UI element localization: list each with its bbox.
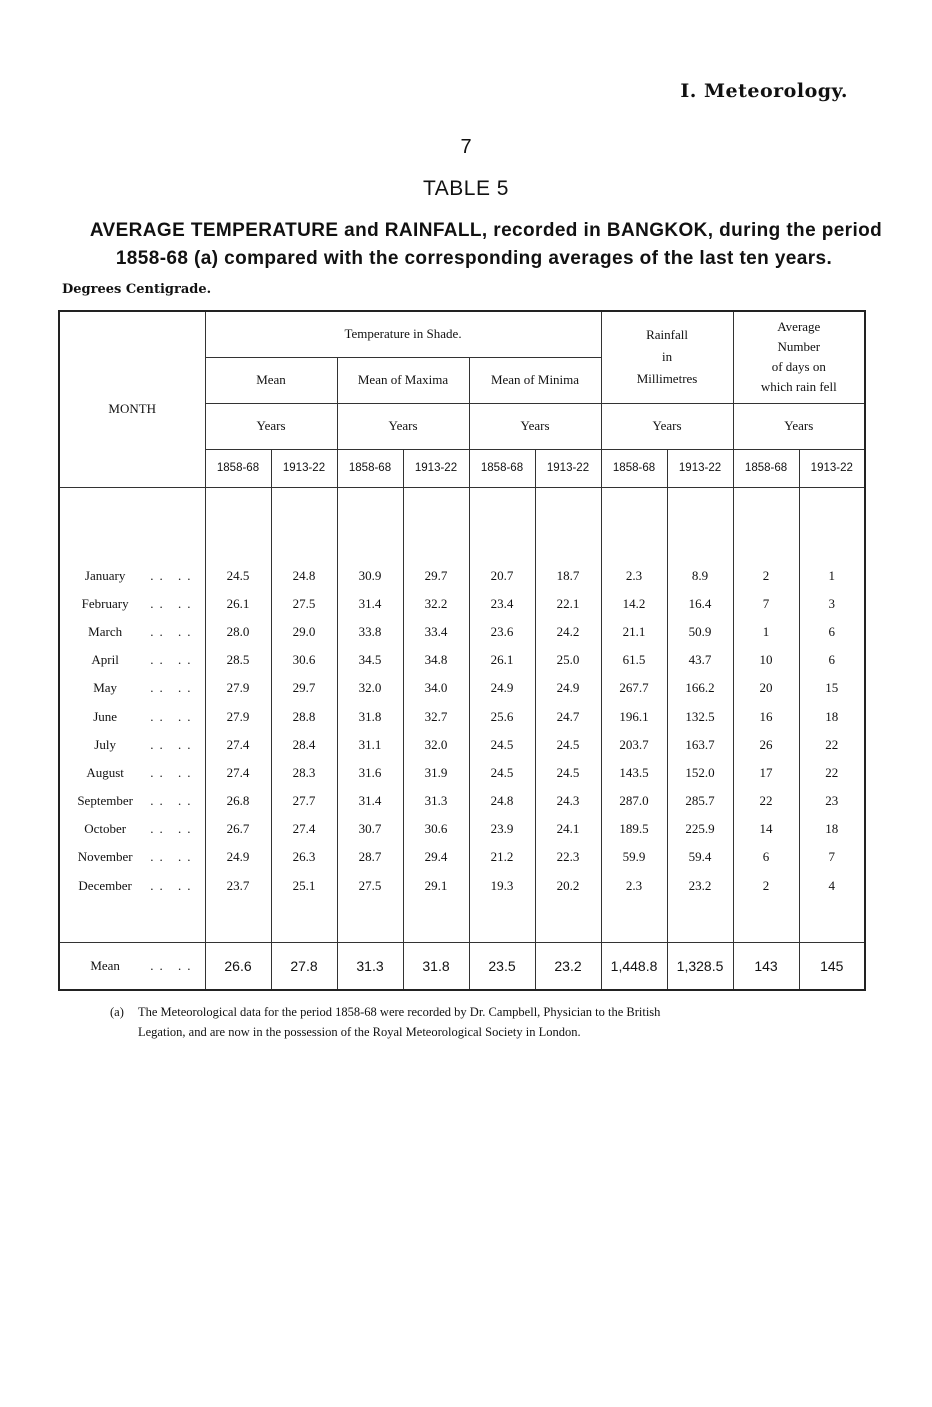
month-label: March xyxy=(88,623,123,639)
mean-label: Mean xyxy=(90,957,120,973)
month-cell xyxy=(59,618,205,646)
value-cell: 31.4 xyxy=(337,590,403,618)
month-label: June xyxy=(93,708,118,724)
value-cell: 10 xyxy=(733,646,799,674)
value-cell: 166.2 xyxy=(667,674,733,702)
maxima-header: Mean of Maxima xyxy=(337,357,469,403)
mean-value-cell: 1,448.8 xyxy=(601,942,667,990)
rainfall-header-line-1: Rainfall xyxy=(646,327,688,343)
leader-dots: .. .. xyxy=(150,849,197,865)
leader-dots: .. .. xyxy=(150,877,197,893)
value-cell: 22 xyxy=(733,787,799,815)
value-cell: 24.8 xyxy=(271,562,337,590)
value-cell: 24.5 xyxy=(535,759,601,787)
mean-value-cell: 31.3 xyxy=(337,942,403,990)
rain-days-header-line-1: Average xyxy=(777,319,821,335)
value-cell: 22.1 xyxy=(535,590,601,618)
month-label: May xyxy=(93,680,118,696)
temperature-rainfall-table xyxy=(58,310,866,991)
value-cell: 27.5 xyxy=(337,872,403,900)
years-label: Years xyxy=(337,403,469,449)
value-cell: 31.1 xyxy=(337,731,403,759)
value-cell: 203.7 xyxy=(601,731,667,759)
mean-row xyxy=(59,942,865,990)
value-cell: 29.1 xyxy=(403,872,469,900)
value-cell: 32.0 xyxy=(337,674,403,702)
footnote xyxy=(110,1002,850,1042)
value-cell: 163.7 xyxy=(667,731,733,759)
years-label: Years xyxy=(205,403,337,449)
value-cell: 7 xyxy=(799,843,865,871)
value-cell: 22 xyxy=(799,731,865,759)
month-label: November xyxy=(77,849,133,865)
month-cell xyxy=(59,872,205,900)
value-cell: 27.5 xyxy=(271,590,337,618)
years-label: Years xyxy=(469,403,601,449)
value-cell: 23.2 xyxy=(667,872,733,900)
value-cell: 152.0 xyxy=(667,759,733,787)
month-cell xyxy=(59,646,205,674)
year-column-header: 1913-22 xyxy=(535,449,601,487)
leader-dots: .. .. xyxy=(150,708,197,724)
value-cell: 24.5 xyxy=(469,759,535,787)
footnote-label: (a) xyxy=(110,1005,124,1019)
value-cell: 24.3 xyxy=(535,787,601,815)
mean-value-cell: 27.8 xyxy=(271,942,337,990)
value-cell: 26.3 xyxy=(271,843,337,871)
value-cell: 24.2 xyxy=(535,618,601,646)
value-cell: 28.8 xyxy=(271,702,337,730)
value-cell: 30.7 xyxy=(337,815,403,843)
month-cell xyxy=(59,590,205,618)
year-column-header: 1913-22 xyxy=(271,449,337,487)
value-cell: 24.5 xyxy=(205,562,271,590)
value-cell: 29.0 xyxy=(271,618,337,646)
leader-dots: .. .. xyxy=(150,680,197,696)
value-cell: 26.1 xyxy=(205,590,271,618)
value-cell: 28.3 xyxy=(271,759,337,787)
leader-dots: .. .. xyxy=(150,821,197,837)
table-row xyxy=(59,759,865,787)
temperature-group-header: Temperature in Shade. xyxy=(205,311,601,357)
rainfall-header xyxy=(601,311,733,403)
month-label: August xyxy=(86,764,124,780)
value-cell: 28.7 xyxy=(337,843,403,871)
value-cell: 24.8 xyxy=(469,787,535,815)
table-title-line-2: 1858-68 (a) compared with the corresponding averages of the last ten years. xyxy=(115,248,833,269)
value-cell: 59.9 xyxy=(601,843,667,871)
value-cell: 267.7 xyxy=(601,674,667,702)
value-cell: 225.9 xyxy=(667,815,733,843)
value-cell: 24.1 xyxy=(535,815,601,843)
leader-dots: .. .. xyxy=(150,652,197,668)
table-row xyxy=(59,787,865,815)
value-cell: 16.4 xyxy=(667,590,733,618)
value-cell: 31.8 xyxy=(337,702,403,730)
year-column-header: 1858-68 xyxy=(601,449,667,487)
month-label: October xyxy=(84,821,127,837)
year-column-header: 1913-22 xyxy=(667,449,733,487)
leader-dots: .. .. xyxy=(150,567,197,583)
value-cell: 25.6 xyxy=(469,702,535,730)
value-cell: 2 xyxy=(733,562,799,590)
value-cell: 26.7 xyxy=(205,815,271,843)
leader-dots: .. .. xyxy=(150,793,197,809)
section-heading: I. Meteorology. xyxy=(680,80,848,102)
table-number: TABLE 5 xyxy=(423,177,509,200)
leader-dots: .. .. xyxy=(150,736,197,752)
value-cell: 7 xyxy=(733,590,799,618)
value-cell: 34.8 xyxy=(403,646,469,674)
leader-dots: .. .. xyxy=(150,957,197,973)
value-cell: 6 xyxy=(733,843,799,871)
value-cell: 18 xyxy=(799,815,865,843)
value-cell: 6 xyxy=(799,646,865,674)
mean-value-cell: 23.5 xyxy=(469,942,535,990)
mean-header: Mean xyxy=(205,357,337,403)
value-cell: 1 xyxy=(799,562,865,590)
month-cell xyxy=(59,787,205,815)
value-cell: 143.5 xyxy=(601,759,667,787)
mean-value-cell: 1,328.5 xyxy=(667,942,733,990)
value-cell: 21.1 xyxy=(601,618,667,646)
value-cell: 14 xyxy=(733,815,799,843)
footnote-line-1: The Meteorological data for the period 1858-68 were recorded by Dr. Campbell, Physician to the British xyxy=(138,1005,661,1019)
value-cell: 24.5 xyxy=(469,731,535,759)
year-column-header: 1858-68 xyxy=(337,449,403,487)
table-row xyxy=(59,618,865,646)
value-cell: 2.3 xyxy=(601,562,667,590)
value-cell: 24.9 xyxy=(205,843,271,871)
years-label: Years xyxy=(601,403,733,449)
month-cell xyxy=(59,731,205,759)
year-column-header: 1913-22 xyxy=(403,449,469,487)
value-cell: 2 xyxy=(733,872,799,900)
value-cell: 196.1 xyxy=(601,702,667,730)
units-note: Degrees Centigrade. xyxy=(62,282,212,297)
value-cell: 29.7 xyxy=(403,562,469,590)
value-cell: 20.2 xyxy=(535,872,601,900)
month-label: July xyxy=(94,736,116,752)
value-cell: 24.5 xyxy=(535,731,601,759)
rain-days-header xyxy=(733,311,865,403)
value-cell: 132.5 xyxy=(667,702,733,730)
month-label: December xyxy=(78,877,132,893)
year-column-header: 1913-22 xyxy=(799,449,865,487)
year-column-header: 1858-68 xyxy=(469,449,535,487)
value-cell: 27.9 xyxy=(205,702,271,730)
value-cell: 27.4 xyxy=(205,731,271,759)
value-cell: 27.7 xyxy=(271,787,337,815)
value-cell: 32.2 xyxy=(403,590,469,618)
month-cell xyxy=(59,759,205,787)
table-title-line-1: AVERAGE TEMPERATURE and RAINFALL, recorded in BANGKOK, during the period xyxy=(89,220,883,241)
mean-label-cell xyxy=(59,942,205,990)
value-cell: 287.0 xyxy=(601,787,667,815)
value-cell: 21.2 xyxy=(469,843,535,871)
value-cell: 26.1 xyxy=(469,646,535,674)
value-cell: 20.7 xyxy=(469,562,535,590)
month-label: September xyxy=(77,793,133,809)
value-cell: 25.0 xyxy=(535,646,601,674)
leader-dots: .. .. xyxy=(150,764,197,780)
rain-days-header-line-3: of days on xyxy=(771,359,826,375)
footnote-line-2: Legation, and are now in the possession of the Royal Meteorological Society in London. xyxy=(138,1025,581,1039)
month-label: April xyxy=(91,652,119,668)
value-cell: 59.4 xyxy=(667,843,733,871)
value-cell: 27.9 xyxy=(205,674,271,702)
value-cell: 6 xyxy=(799,618,865,646)
value-cell: 16 xyxy=(733,702,799,730)
value-cell: 30.9 xyxy=(337,562,403,590)
mean-value-cell: 145 xyxy=(799,942,865,990)
month-cell xyxy=(59,843,205,871)
value-cell: 27.4 xyxy=(271,815,337,843)
value-cell: 2.3 xyxy=(601,872,667,900)
value-cell: 29.4 xyxy=(403,843,469,871)
value-cell: 23.7 xyxy=(205,872,271,900)
month-label: January xyxy=(84,567,126,583)
mean-value-cell: 23.2 xyxy=(535,942,601,990)
value-cell: 22 xyxy=(799,759,865,787)
value-cell: 28.5 xyxy=(205,646,271,674)
value-cell: 23 xyxy=(799,787,865,815)
value-cell: 25.1 xyxy=(271,872,337,900)
minima-header: Mean of Minima xyxy=(469,357,601,403)
value-cell: 24.9 xyxy=(469,674,535,702)
value-cell: 189.5 xyxy=(601,815,667,843)
value-cell: 30.6 xyxy=(403,815,469,843)
table-row xyxy=(59,562,865,590)
month-cell xyxy=(59,674,205,702)
value-cell: 22.3 xyxy=(535,843,601,871)
table-row xyxy=(59,674,865,702)
value-cell: 15 xyxy=(799,674,865,702)
month-label: February xyxy=(81,595,129,611)
table-row xyxy=(59,815,865,843)
table-row xyxy=(59,731,865,759)
value-cell: 1 xyxy=(733,618,799,646)
value-cell: 17 xyxy=(733,759,799,787)
page-number: 7 xyxy=(460,136,472,158)
value-cell: 31.4 xyxy=(337,787,403,815)
year-column-header: 1858-68 xyxy=(205,449,271,487)
value-cell: 33.8 xyxy=(337,618,403,646)
value-cell: 23.4 xyxy=(469,590,535,618)
value-cell: 23.9 xyxy=(469,815,535,843)
rain-days-header-line-4: which rain fell xyxy=(760,379,837,395)
value-cell: 31.3 xyxy=(403,787,469,815)
value-cell: 285.7 xyxy=(667,787,733,815)
value-cell: 61.5 xyxy=(601,646,667,674)
year-column-header: 1858-68 xyxy=(733,449,799,487)
table-row xyxy=(59,843,865,871)
value-cell: 18.7 xyxy=(535,562,601,590)
value-cell: 8.9 xyxy=(667,562,733,590)
mean-value-cell: 26.6 xyxy=(205,942,271,990)
mean-value-cell: 31.8 xyxy=(403,942,469,990)
leader-dots: .. .. xyxy=(150,595,197,611)
value-cell: 31.9 xyxy=(403,759,469,787)
value-cell: 30.6 xyxy=(271,646,337,674)
rain-days-header-line-2: Number xyxy=(777,339,821,355)
value-cell: 19.3 xyxy=(469,872,535,900)
value-cell: 24.9 xyxy=(535,674,601,702)
value-cell: 18 xyxy=(799,702,865,730)
table-row xyxy=(59,872,865,900)
table-row xyxy=(59,646,865,674)
value-cell: 31.6 xyxy=(337,759,403,787)
years-label: Years xyxy=(733,403,865,449)
value-cell: 20 xyxy=(733,674,799,702)
value-cell: 27.4 xyxy=(205,759,271,787)
value-cell: 43.7 xyxy=(667,646,733,674)
value-cell: 33.4 xyxy=(403,618,469,646)
value-cell: 29.7 xyxy=(271,674,337,702)
value-cell: 24.7 xyxy=(535,702,601,730)
value-cell: 34.5 xyxy=(337,646,403,674)
table-row xyxy=(59,590,865,618)
value-cell: 23.6 xyxy=(469,618,535,646)
value-cell: 32.0 xyxy=(403,731,469,759)
rainfall-header-line-3: Millimetres xyxy=(636,371,698,387)
value-cell: 26.8 xyxy=(205,787,271,815)
value-cell: 14.2 xyxy=(601,590,667,618)
leader-dots: .. .. xyxy=(150,623,197,639)
value-cell: 28.0 xyxy=(205,618,271,646)
month-column-header: MONTH xyxy=(59,311,205,487)
month-cell xyxy=(59,562,205,590)
mean-value-cell: 143 xyxy=(733,942,799,990)
value-cell: 32.7 xyxy=(403,702,469,730)
month-cell xyxy=(59,702,205,730)
month-cell xyxy=(59,815,205,843)
table-row xyxy=(59,702,865,730)
value-cell: 28.4 xyxy=(271,731,337,759)
value-cell: 34.0 xyxy=(403,674,469,702)
value-cell: 50.9 xyxy=(667,618,733,646)
rainfall-header-line-2: in xyxy=(661,349,673,365)
value-cell: 3 xyxy=(799,590,865,618)
value-cell: 4 xyxy=(799,872,865,900)
value-cell: 26 xyxy=(733,731,799,759)
